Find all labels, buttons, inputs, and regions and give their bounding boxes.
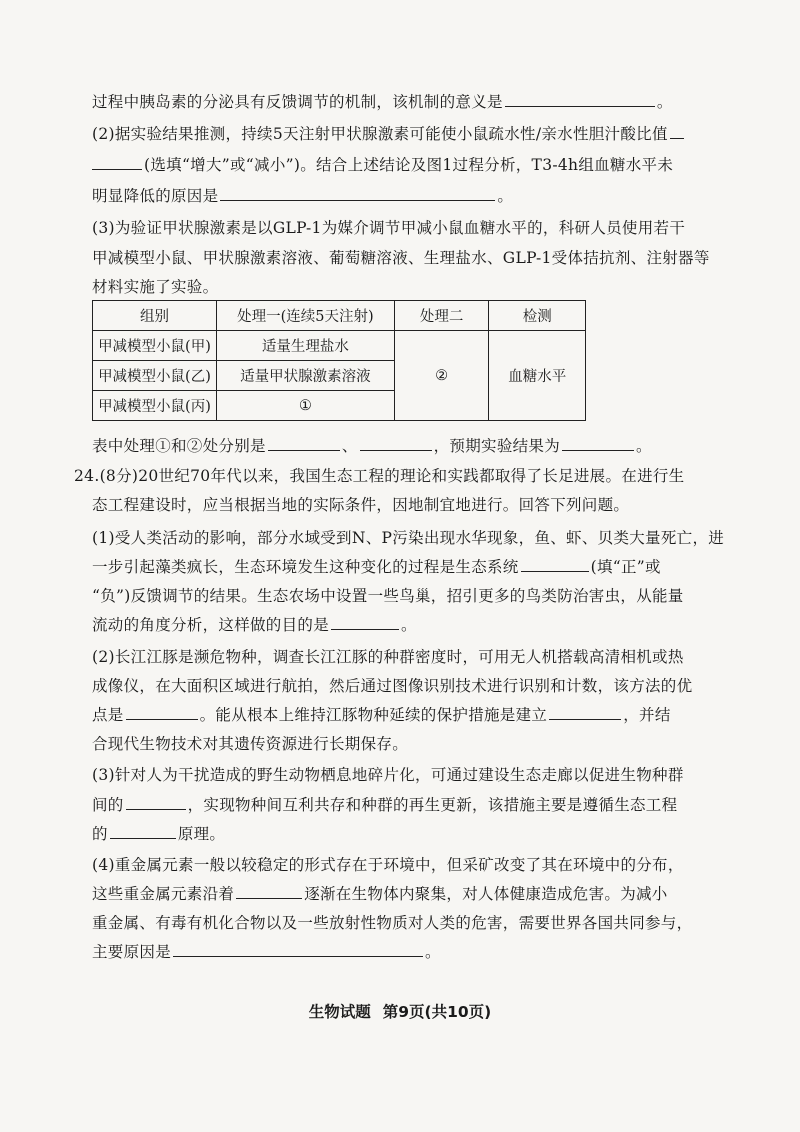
answer-blank[interactable]	[360, 436, 432, 451]
question-number: 24.	[74, 467, 100, 485]
table-cell: 甲减模型小鼠(甲)	[93, 331, 217, 361]
answer-blank[interactable]	[173, 942, 423, 957]
text-line: (选填“增大”或“减小”)。结合上述结论及图1过程分析，T3-4h组血糖水平未	[92, 155, 722, 175]
text-line: 主要原因是 。	[92, 943, 441, 961]
text-line: 材料实施了实验。	[92, 278, 219, 296]
footer-page-number: 第9页(共10页)	[382, 1003, 492, 1021]
answer-blank[interactable]	[236, 884, 302, 899]
text-line: 明显降低的原因是 。	[92, 187, 514, 205]
table-header: 处理一(连续5天注射)	[216, 301, 394, 331]
text-line: “负”)反馈调节的结果。生态农场中设置一些鸟巢，招引更多的鸟类防治害虫，从能量	[92, 587, 684, 605]
table-cell: 血糖水平	[489, 331, 586, 421]
answer-blank[interactable]	[126, 795, 186, 810]
text-line: 的 原理。	[92, 825, 226, 843]
table-cell: 甲减模型小鼠(丙)	[93, 391, 217, 421]
answer-blank[interactable]	[562, 436, 634, 451]
text-line: 成像仪，在大面积区域进行航拍，然后通过图像识别技术进行识别和计数，该方法的优	[92, 677, 693, 695]
text-line: (1)受人类活动的影响，部分水域受到N、P污染出现水华现象，鱼、虾、贝类大量死亡，进	[92, 529, 725, 547]
text-line: 间的 ，实现物种间互利共存和种群的再生更新，该措施主要是遵循生态工程	[92, 796, 678, 814]
text-line: 点是 。能从根本上维持江豚物种延续的保护措施是建立 ，并结	[92, 706, 671, 724]
answer-blank[interactable]	[505, 92, 655, 107]
answer-blank[interactable]	[92, 155, 142, 170]
text-line: (3)针对人为干扰造成的野生动物栖息地碎片化，可通过建设生态走廊以促进生物种群	[92, 766, 684, 784]
answer-blank[interactable]	[549, 705, 621, 720]
footer-subject: 生物试题	[308, 1003, 371, 1021]
answer-blank[interactable]	[670, 124, 684, 139]
text-line: (2)据实验结果推测，持续5天注射甲状腺激素可能使小鼠疏水性/亲水性胆汁酸比值	[92, 124, 722, 144]
answer-blank[interactable]	[268, 436, 340, 451]
question-24-line: 24.(8分)20世纪70年代以来，我国生态工程的理论和实践都取得了长足进展。在进行生	[74, 467, 685, 485]
text-line: 态工程建设时，应当根据当地的实际条件，因地制宜地进行。回答下列问题。	[92, 496, 630, 514]
text-line: 合现代生物技术对其遗传资源进行长期保存。	[92, 735, 409, 753]
answer-blank[interactable]	[220, 186, 495, 201]
table-row	[93, 331, 586, 361]
answer-blank[interactable]	[521, 557, 589, 572]
text-line: 重金属、有毒有机化合物以及一些放射性物质对人类的危害，需要世界各国共同参与，	[92, 914, 693, 932]
table-cell: 适量甲状腺激素溶液	[216, 361, 394, 391]
answer-blank[interactable]	[126, 705, 198, 720]
table-header: 处理二	[394, 301, 489, 331]
experiment-table	[92, 300, 586, 421]
text-line: 表中处理①和②处分别是 、 ，预期实验结果为 。	[92, 437, 652, 455]
table-cell: 适量生理盐水	[216, 331, 394, 361]
text-line: 这些重金属元素沿着 逐渐在生物体内聚集，对人体健康造成危害。为减小	[92, 885, 668, 903]
table-header: 组别	[93, 301, 217, 331]
page-footer	[0, 1000, 800, 1022]
answer-blank[interactable]	[110, 824, 176, 839]
text-line: (4)重金属元素一般以较稳定的形式存在于环境中，但采矿改变了其在环境中的分布，	[92, 856, 684, 874]
text-line: 一步引起藻类疯长，生态环境发生这种变化的过程是生态系统 (填“正”或	[92, 558, 661, 576]
table-cell-blank-1: ①	[216, 391, 394, 421]
table-cell: 甲减模型小鼠(乙)	[93, 361, 217, 391]
text-line: 流动的角度分析，这样做的目的是 。	[92, 616, 417, 634]
text-line: 甲减模型小鼠、甲状腺激素溶液、葡萄糖溶液、生理盐水、GLP-1受体拮抗剂、注射器等	[92, 249, 710, 267]
answer-blank[interactable]	[331, 615, 399, 630]
text-line: (2)长江江豚是濒危物种，调查长江江豚的种群密度时，可用无人机搭载高清相机或热	[92, 648, 684, 666]
table-header: 检测	[489, 301, 586, 331]
text-line: 过程中胰岛素的分泌具有反馈调节的机制，该机制的意义是 。	[92, 93, 673, 111]
text-line: (3)为验证甲状腺激素是以GLP-1为媒介调节甲减小鼠血糖水平的，科研人员使用若干	[92, 219, 686, 237]
table-header-row	[93, 301, 586, 331]
table-cell-blank-2: ②	[394, 331, 489, 421]
